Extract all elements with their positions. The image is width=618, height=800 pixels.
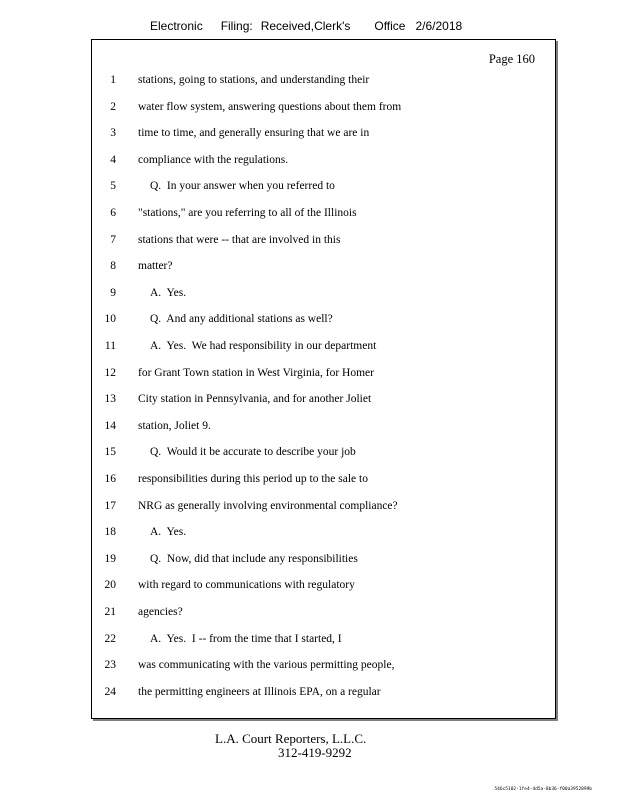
line-number: 23 [104,659,116,672]
line-number: 21 [104,606,116,618]
line-text: Q. Now, did that include any responsibilities [150,552,358,565]
transcript-line [92,442,555,462]
transcript-line [92,309,555,329]
line-text: Q. Would it be accurate to describe your job [150,446,356,459]
transcript-page [91,39,556,719]
line-text: water flow system, answering questions about them from [138,100,402,113]
document-id: 546c5102-1fe4-4d5a-8b36-f00a3952899b [494,787,592,792]
transcript-line [92,496,555,516]
line-text: Q. In your answer when you referred to [150,180,335,193]
line-number: 3 [110,127,116,140]
transcript-line [92,283,555,303]
filing-word-received: Received,Clerk's [260,19,351,33]
line-text: NRG as generally involving environmental compliance? [138,499,398,512]
page-number: Page 160 [488,52,535,66]
transcript-line [92,682,555,702]
line-number: 24 [104,685,116,698]
transcript-line [92,655,555,675]
filing-word-filing: Filing: [220,19,253,33]
line-number: 10 [104,313,116,326]
line-number: 13 [104,393,116,406]
line-number: 4 [110,153,116,166]
transcript-line [92,230,555,250]
line-text: A. Yes. [150,526,187,539]
line-number: 22 [104,632,116,645]
line-text: A. Yes. We had responsibility in our department [150,340,377,352]
line-text: was communicating with the various permitting people, [138,659,395,672]
line-text: matter? [138,260,173,273]
line-text: stations that were -- that are involved in this [138,233,341,246]
line-text: A. Yes. I -- from the time that I started, I [150,632,342,645]
transcript-line [92,336,555,356]
line-text: Q. And any additional stations as well? [150,313,333,326]
filing-word-electronic: Electronic [150,19,203,33]
filing-stamp-header [150,19,462,33]
line-text: the permitting engineers at Illinois EPA, on a regular [138,685,381,698]
line-text: A. Yes. [150,286,187,299]
transcript-line [92,97,555,117]
line-number: 11 [104,340,116,352]
line-number: 17 [104,499,116,512]
transcript-line [92,522,555,542]
line-number: 19 [104,552,116,565]
filing-word-office: Office [374,19,406,33]
line-text: stations, going to stations, and understanding their [138,74,370,86]
line-number: 1 [110,74,116,86]
line-number: 20 [104,579,116,592]
line-text: City station in Pennsylvania, and for another Joliet [138,393,372,406]
line-text: for Grant Town station in West Virginia, for Homer [138,366,374,379]
transcript-line [92,256,555,276]
filing-date: 2/6/2018 [415,19,463,33]
transcript-line [92,602,555,622]
line-text: time to time, and generally ensuring that we are in [138,127,370,140]
court-reporter-phone: 312-419-9292 [278,745,352,760]
transcript-line [92,176,555,196]
line-text: with regard to communications with regulatory [138,579,355,592]
line-number: 16 [104,473,116,485]
line-text: compliance with the regulations. [138,153,289,166]
line-text: station, Joliet 9. [138,419,211,432]
transcript-line [92,203,555,223]
transcript-line [92,416,555,436]
line-number: 9 [110,286,116,299]
line-number: 6 [110,207,116,219]
line-number: 14 [104,419,116,432]
transcript-line [92,389,555,409]
transcript-line [92,123,555,143]
line-number: 2 [110,100,116,113]
transcript-line [92,575,555,595]
line-number: 8 [110,260,116,273]
transcript-line [92,469,555,489]
line-number: 18 [104,526,116,539]
transcript-line [92,549,555,569]
transcript-line [92,629,555,649]
line-number: 15 [104,446,116,459]
line-text: "stations," are you referring to all of the Illinois [138,207,357,219]
transcript-line [92,150,555,170]
line-number: 7 [110,233,116,246]
line-number: 12 [104,366,116,379]
transcript-line [92,70,555,90]
line-text: responsibilities during this period up to the sale to [138,473,368,485]
transcript-line [92,363,555,383]
court-reporter-name: L.A. Court Reporters, L.L.C. [215,731,367,746]
line-text: agencies? [138,606,183,618]
line-number: 5 [110,180,116,193]
